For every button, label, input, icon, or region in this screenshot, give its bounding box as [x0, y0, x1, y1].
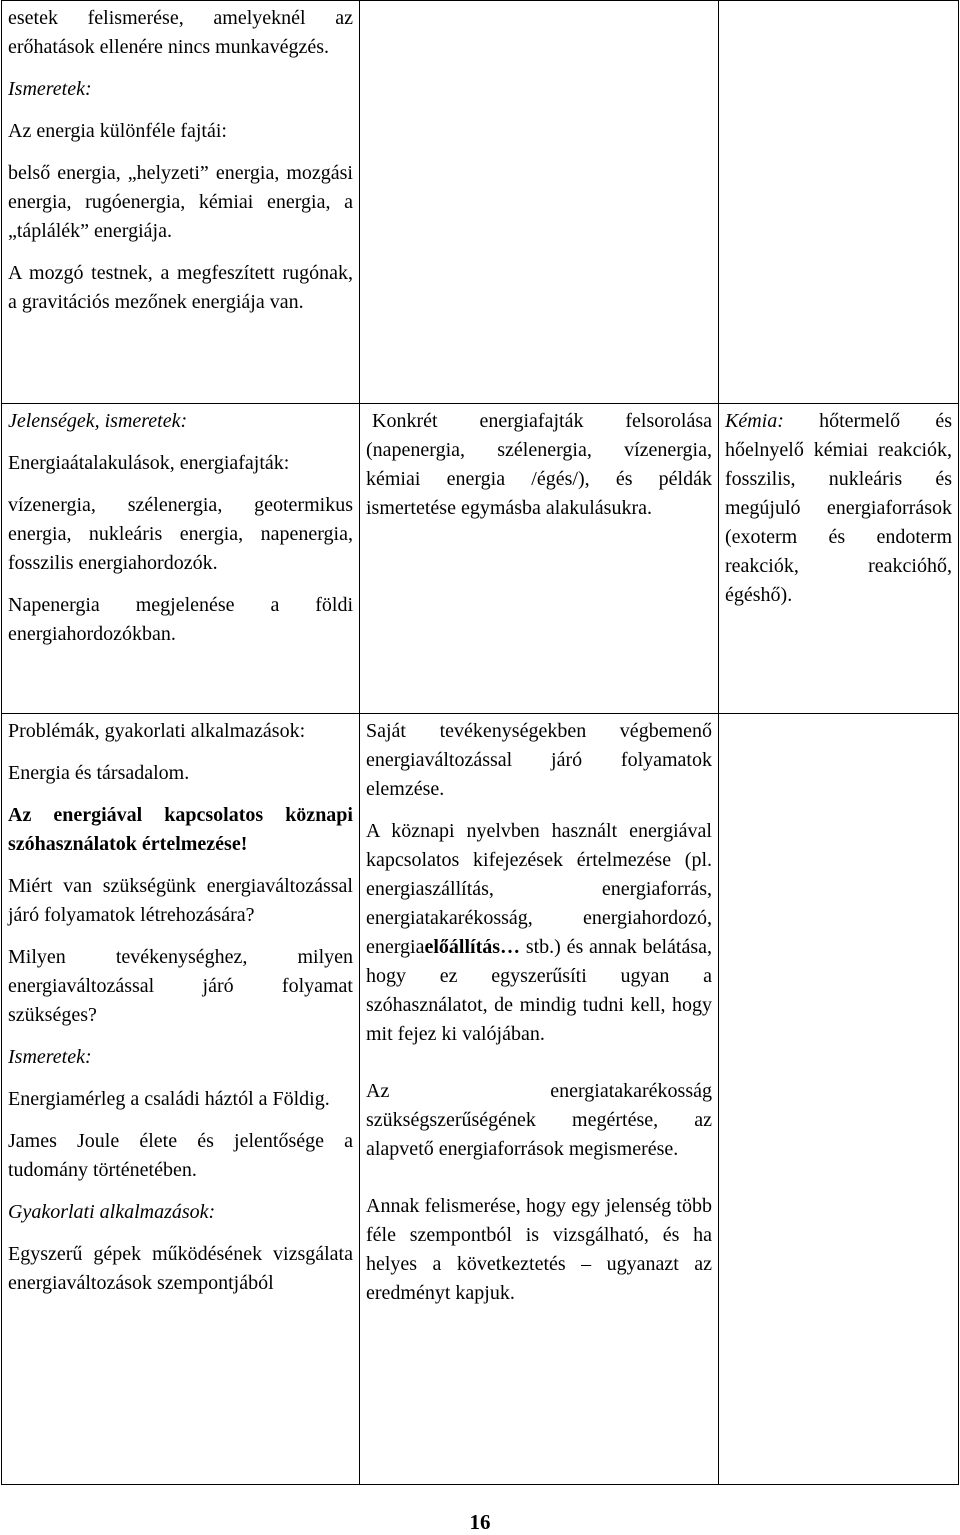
paragraph: belső energia, „helyzeti” energia, mozgási energia, rugóenergia, kémiai energia, a „táplálék” energiája. [8, 162, 353, 242]
cell-connections [719, 714, 959, 1485]
paragraph: Saját tevékenységekben végbemenő energiaváltozással járó folyamatok elemzése. [366, 720, 712, 800]
section-heading: Jelenségek, ismeretek: [8, 410, 188, 432]
paragraph: Milyen tevékenységhez, milyen energiaváltozással járó folyamat szükséges? [8, 946, 353, 1026]
bold-text-run: előállítás… [424, 936, 521, 958]
text-run: A köznapi nyelvben használt energiával kapcsolatos kifejezések értelmezése (pl. energiaszállítás, energiaforrás, energiatakarékosság, energiahordozó, energia [366, 820, 712, 958]
cell-topics [2, 1, 360, 404]
section-heading: Gyakorlati alkalmazások: [8, 1201, 216, 1223]
paragraph: Miért van szükségünk energiaváltozással járó folyamatok létrehozására? [8, 875, 353, 926]
paragraph: A mozgó testnek, a megfeszített rugónak, a gravitációs mezőnek energiája van. [8, 262, 353, 313]
cell-topics [2, 714, 360, 1485]
subject-label: Kémia: [725, 410, 784, 432]
cell-connections [719, 404, 959, 714]
page-number: 16 [469, 1510, 491, 1534]
table-row [2, 404, 959, 714]
paragraph: Energiaátalakulások, energiafajták: [8, 452, 290, 474]
table-row [2, 1, 959, 404]
paragraph: Egyszerű gépek működésének vizsgálata energiaváltozások szempontjából [8, 1243, 353, 1294]
paragraph: vízenergia, szélenergia, geotermikus energia, nukleáris energia, napenergia, fosszilis energiahordozók. [8, 494, 353, 574]
paragraph: Az energia különféle fajtái: [8, 120, 227, 142]
paragraph: James Joule élete és jelentősége a tudomány történetében. [8, 1130, 353, 1181]
paragraph: Energia és társadalom. [8, 762, 190, 784]
cell-connections [719, 1, 959, 404]
text-run: stb.) és annak belátása, hogy ez egyszerűsíti ugyan a szóhasználatot, de mindig tudni kell, hogy mit fejez ki valójában. [366, 936, 712, 1045]
paragraph: Az energiatakarékosság szükségszerűségének megértése, az alapvető energiaforrások megismerése. [366, 1080, 712, 1160]
connection-text: hőtermelő és hőelnyelő kémiai reakciók, fosszilis, nukleáris és megújuló energiaforrások (exoterm és endoterm reakciók, reakcióhő, égéshő). [725, 410, 952, 606]
paragraph: esetek felismerése, amelyeknél az erőhatások ellenére nincs munkavégzés. [8, 7, 353, 58]
cell-topics [2, 404, 360, 714]
connection-paragraph [725, 407, 952, 610]
section-heading: Ismeretek: [8, 78, 92, 100]
curriculum-table [1, 0, 959, 1485]
paragraph: Napenergia megjelenése a földi energiahordozókban. [8, 594, 353, 645]
paragraph [366, 817, 712, 1049]
cell-requirements [360, 1, 719, 404]
cell-requirements [360, 714, 719, 1485]
paragraph: Energiamérleg a családi háztól a Földig. [8, 1088, 330, 1110]
bold-paragraph: Az energiával kapcsolatos köznapi szóhasználatok értelmezése! [8, 804, 353, 855]
section-heading: Ismeretek: [8, 1046, 92, 1068]
table-row [2, 714, 959, 1485]
paragraph: Konkrét energiafajták felsorolása (napenergia, szélenergia, vízenergia, kémiai energia /égés/), és példák ismertetése egymásba alakulásukra. [366, 410, 712, 519]
paragraph: Annak felismerése, hogy egy jelenség több féle szempontból is vizsgálható, és ha helyes a következtetés – ugyanazt az eredményt kapjuk. [366, 1195, 712, 1304]
cell-requirements [360, 404, 719, 714]
paragraph: Problémák, gyakorlati alkalmazások: [8, 720, 306, 742]
